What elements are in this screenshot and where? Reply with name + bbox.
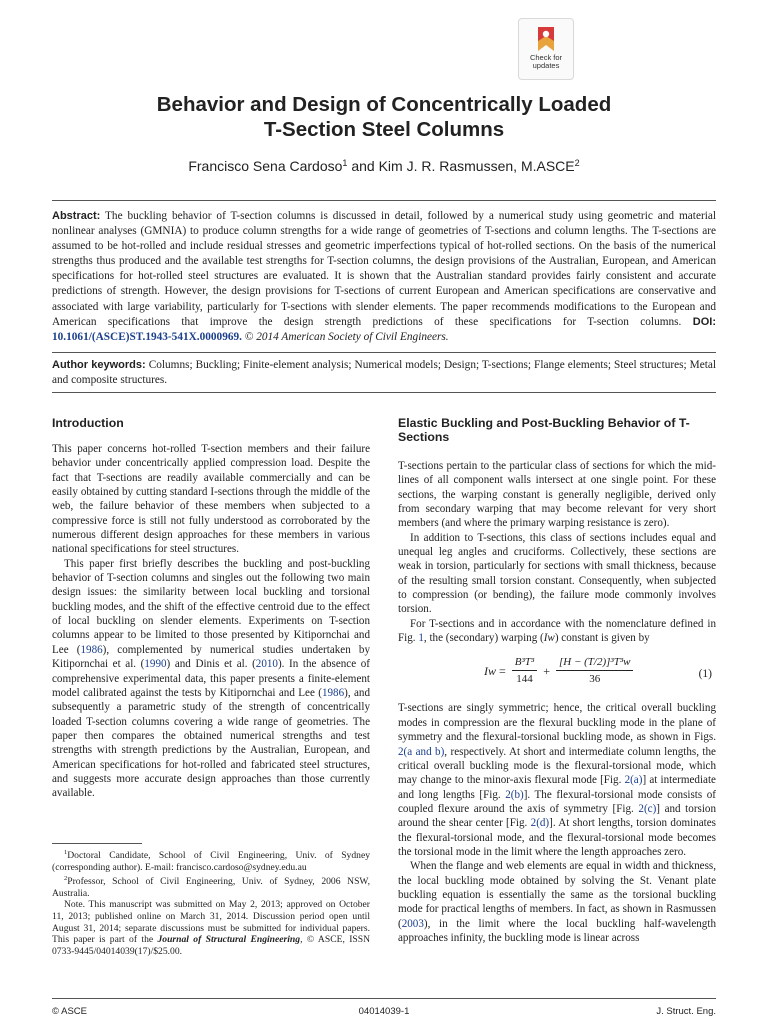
abstract-label: Abstract: <box>52 210 101 222</box>
citation-link[interactable]: 1986 <box>80 643 103 656</box>
footer-copyright: © ASCE <box>52 1006 87 1017</box>
footer-page-id: 04014039-1 <box>358 1006 410 1017</box>
bookmark-ribbon-icon <box>534 25 558 53</box>
footnotes-block <box>52 847 370 957</box>
warping-symbol: Iw <box>543 632 555 645</box>
footnote-1: $^1$Doctoral Candidate, School of Civil Engineering, Univ. of Sydney (corresponding author). E-mail: francisco.cardoso@sydney.edu.au <box>52 849 370 873</box>
footnote-rule <box>52 843 142 844</box>
keywords-text: Columns; Buckling; Finite-element analysis; Numerical models; Design; T-sections; Flange elements; Steel structures; Metal and composite structures. <box>52 359 717 387</box>
check-for-updates-badge[interactable] <box>518 18 574 80</box>
elastic-paragraph-3: For T-sections and in accordance with the nomenclature defined in Fig. 1, the (secondary) warping (Iw) constant is given by <box>398 617 716 645</box>
footer-rule <box>52 998 716 999</box>
footer-journal: J. Struct. Eng. <box>656 1006 716 1017</box>
equation-number: (1) <box>698 668 712 681</box>
right-column <box>398 459 716 945</box>
equation-lhs: Iw <box>484 663 496 678</box>
citation-link[interactable]: 2010 <box>255 658 278 671</box>
section-heading-introduction: Introduction <box>52 416 124 430</box>
equation-1: Iw = $\frac{\text{B³T³}}{144}$ + $\frac{\text{[H − (T/2)]³T³w}}{36}$ (1) <box>484 656 712 686</box>
footnote-2: $^2$Professor, School of Civil Engineering, Univ. of Sydney, 2006 NSW, Australia. <box>52 875 370 899</box>
abstract-text: The buckling behavior of T-section columns is discussed in detail, followed by a numerical study using geometric and material nonlinear analyses (GMNIA) to produce column strengths for a wide range of geometries of T-sections and column lengths. The T-sections are assumed to be hot-rolled and include residual stresses and geometric imperfections typical of hot-rolled sections. On the basis of the numerical strengths thus produced and the available test strengths for T-section columns, the design provisions of the Australian, European, and American specifications for hot-rolled steel structures are evaluated. It is shown that the Australian standard provides fairly consistent and accurate predictions of strength. However, the design provisions for T-sections of current European and American specifications are conservative and associated with large variability, particularly for T-sections with slender elements. The paper recommends modifications to the European and American specifications that improve the design strength predictions of these specifications for T-section columns. <box>52 210 717 328</box>
author-conjunction: and <box>347 158 379 174</box>
keywords-top-rule <box>52 352 716 353</box>
author-1-affiliation: 1 <box>342 158 348 168</box>
keywords-block <box>52 358 716 388</box>
figure-link[interactable]: 2(d) <box>530 817 550 830</box>
doi-link[interactable]: 10.1061/(ASCE)ST.1943-541X.0000969. <box>52 330 242 343</box>
figure-link[interactable]: 2(a and b) <box>398 745 445 758</box>
elastic-paragraph-4: T-sections are singly symmetric; hence, the critical overall buckling modes in compression are the flexural buckling mode in the plane of symmetry and the flexural-torsional buckling mode, as shown in Figs. 2(a and b), respectively. At short and intermediate column lengths, the critical overall buckling mode is the flexural-torsional mode, which may change to the minor-axis flexural mode [Fig. 2(a)] at intermediate and long lengths [Fig. 2(b)]. The flexural-torsional mode consists of coupled flexure around the axis of symmetry [Fig. 2(c)] and torsion around the shear center [Fig. 2(d)]. At short lengths, torsion dominates the flexural-torsional mode, and the flexural-torsional mode becomes the torsional mode in the limit where the length approaches zero. <box>398 702 717 858</box>
equation-fraction-1: $\frac{\text{B³T³}}{144}$ <box>512 655 537 686</box>
author-2-affiliation: 2 <box>574 158 580 168</box>
doi-label: DOI: <box>692 315 716 328</box>
author-1: Francisco Sena Cardoso <box>188 158 343 174</box>
figure-link[interactable]: 2(b) <box>505 788 524 801</box>
figure-link[interactable]: 1 <box>418 632 424 645</box>
intro-paragraph-1: This paper concerns hot-rolled T-section members and their failure behavior under concentrically applied compression load. Despite the fact that T-sections are readily available commercially and can be easily obtained by cutting standard I-sections through the middle of the web, the failure behavior of these members when subjected to a compressive force is still not fully understood as corroborated by the numerous different design approaches for these members in various national specifications for steel structures. <box>52 443 370 556</box>
author-line <box>40 158 728 174</box>
elastic-paragraph-5: When the flange and web elements are equal in width and thickness, the local buckling mode obtained by solving the St. Venant plate buckling equation is essentially the same as the torsional buckling mode for practical lengths of members. In fact, as shown in Rasmussen (2003), in the limit where the local buckling half-wavelength approaches infinity, the buckling mode is linear across <box>398 860 716 944</box>
figure-link[interactable]: 2(c) <box>638 802 657 815</box>
badge-label: Check for updates <box>529 53 563 70</box>
citation-link[interactable]: 2003 <box>401 917 424 930</box>
intro-paragraph-2: This paper first briefly describes the buckling and post-buckling behavior of T-section columns and singles out the following two main design issues: the similarity between local buckling and torsional buckling modes, and the shift of the effective centroid due to the effect of local buckling on slender elements. Experiments on T-section columns appear to be limited to those presented by Kitipornchai and Lee (1986), complemented by numerical studies undertaken by Kitipornchai et al. (1990) and Dinis et al. (2010). In the absence of comprehensive experimental data, this paper presents a finite-element model calibrated against the tests by Kitipornchai and Lee (1986), and subsequently a parametric study of the strength of concentrically loaded T-section columns covering a wide range of geometries. The paper then compares the obtained numerical strengths and test strengths with strength predictions by the Australian, European, and American specifications for hot-rolled and fabricated steel structures, and suggests more accurate design approaches than those currently available. <box>52 557 371 800</box>
abstract-copyright: © 2014 American Society of Civil Engineers. <box>244 330 449 343</box>
equation-fraction-2: $\frac{\text{[H − (T/2)]³T³w}}{36}$ <box>556 655 633 686</box>
journal-name: Journal of Structural Engineering <box>157 934 301 946</box>
citation-link[interactable]: 1990 <box>144 658 167 671</box>
keywords-label: Author keywords: <box>52 359 146 371</box>
paper-title <box>40 92 728 142</box>
citation-link[interactable]: 1986 <box>321 686 345 699</box>
section-heading-elastic-buckling: Elastic Buckling and Post-Buckling Behavior of T-Sections <box>398 416 690 444</box>
keywords-bottom-rule <box>52 392 716 393</box>
author-2: Kim J. R. Rasmussen, M.ASCE <box>378 158 575 174</box>
figure-link[interactable]: 2(a) <box>624 774 643 787</box>
title-line-1: Behavior and Design of Concentrically Loaded <box>156 93 612 116</box>
elastic-paragraph-1: T-sections pertain to the particular class of sections for which the mid-lines of all component walls intersect at one single point. For these sections, the warping constant is generally negligible, derived only from secondary warping that may become relevant for very short members (and where the primary warping resistance is zero). <box>398 460 716 530</box>
abstract-block <box>52 209 716 345</box>
manuscript-note: Note. This manuscript was submitted on May 2, 2013; approved on October 11, 2013; published online on March 31, 2014. Discussion period open until August 31, 2014; separate discussions must be submitted for individual papers. This paper is part of the Journal of Structural Engineering, © ASCE, ISSN 0733-9445/04014039(17)/$25.00. <box>52 899 370 957</box>
elastic-paragraph-2: In addition to T-sections, this class of sections includes equal and unequal leg angles and cruciforms. Collectively, these sections are weak in torsion, particularly for sections with small thickness, because of the resulting small torsion constant. Consequently, when subjected to compression (or bending), the failure mode commonly involves torsion. <box>398 531 716 616</box>
abstract-top-rule <box>52 200 716 201</box>
left-column <box>52 442 370 801</box>
title-line-2: T-Section Steel Columns <box>263 118 505 141</box>
